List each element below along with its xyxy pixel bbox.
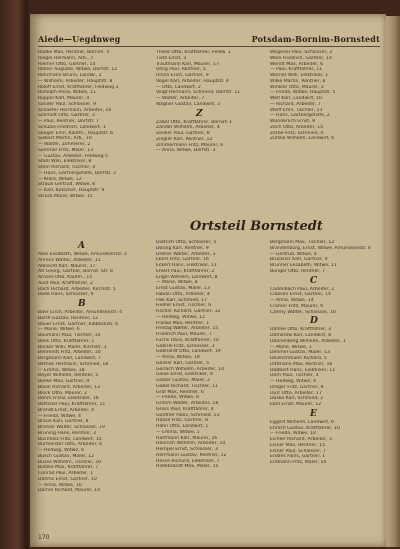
directory-entry: Voigt Hermann, Schmied, Dorfstr. 11 <box>156 90 241 96</box>
directory-entry: Albrecht Karl, Maurer, 17 <box>38 263 96 269</box>
directory-entry: Hempel Ernst, Schlosser, 3 <box>156 447 218 452</box>
page-number: 170 <box>38 534 50 541</box>
directory-entry: Ebert Fritz, Gärtner, 16 <box>156 257 209 263</box>
directory-entry: Böhm Franz, Elektriker, 16 <box>38 396 99 402</box>
directory-entry: Abel Elisabeth, Witwe, Amundsenstr. 3 <box>38 252 127 257</box>
directory-entry: Ehrlich Gustav, Kraftfahrer, 10 <box>270 425 340 431</box>
directory-entry: — Emma, Witwe, 1 <box>156 429 200 435</box>
directory-entry: Hesse Richard, Elektriker, 7 <box>156 458 220 464</box>
directory-entry: — Paul, Rentner, Dorfstr. 7 <box>38 119 99 124</box>
upper-column-a <box>38 50 146 200</box>
directory-entry: Fiedler Ernst, Tischler, 6 <box>156 303 212 309</box>
directory-entry: Günther Hans, Schmied, 13 <box>156 412 220 418</box>
directory-entry: Gebhardt Otto, Landwirt, 19 <box>156 349 221 355</box>
directory-entry: Werner Willi, Elektriker, 1 <box>270 73 329 78</box>
directory-entry: Deutschmann Richard, 5 <box>270 356 327 361</box>
directory-entry: Baer Erich, Arbeiter, Amundsenstr. 4 <box>38 310 123 315</box>
directory-entry: Zimmermann Fritz, Maurer, 6 <box>156 142 224 148</box>
directory-entry: Zühlke Wilhelm, Landwirt, 6 <box>270 136 335 142</box>
directory-entry: Sommer Fritz, Maler, 13 <box>38 147 93 153</box>
directory-entry: — Hans, Gärtnergehilfe, Dorfstr. 2 <box>38 170 117 176</box>
directory-entry: Damerow Karl, Landwirt, 8 <box>270 333 332 338</box>
upper-column-b <box>156 50 256 154</box>
directory-entry: Dahms Ernst, Gärtner, 10 <box>38 476 97 482</box>
upper-column-c <box>270 50 380 142</box>
directory-entry: Ahrens Walter, Arbeiter, 11 <box>38 257 101 263</box>
directory-entry: — Frieda, Witwe, 6 <box>156 395 199 401</box>
directory-entry: Ruppel Karl, Maurer, 4 <box>38 96 90 101</box>
directory-entry: Wolff Emil, Tischler, 13 <box>270 107 323 113</box>
directory-entry: — Hans, Gärtnergehilfe, 2 <box>270 113 330 119</box>
directory-entry: — Marie, Witwe, 1 <box>270 344 312 350</box>
directory-entry: Burmeister Otto, Arbeiter, 6 <box>38 442 103 448</box>
directory-entry: — Marie, Witwe, 6 <box>38 327 80 333</box>
directory-entry: Eggert Wilhelm, Landwirt, 6 <box>270 419 334 425</box>
directory-entry: Beck Otto, Kraftfahrer, 1 <box>38 338 95 344</box>
directory-entry: Buchholz Fritz, Landwirt, 15 <box>38 436 102 442</box>
directory-entry: Behrendt Fritz, Arbeiter, 10 <box>38 350 101 356</box>
directory-entry: Bethke Hermann, Schmied, 18 <box>38 361 109 367</box>
directory-entry: Ziegler Karl, Rentner, 12 <box>156 136 213 142</box>
lower-column-a <box>38 240 146 494</box>
directory-entry: Dietrich Otto, Schlosser, 5 <box>156 240 217 245</box>
directory-entry: Herrmann Gustav, Rentner, 12 <box>156 452 227 458</box>
directory-entry: Duske Karl, Schmied, 2 <box>270 396 324 402</box>
directory-entry: Riegel Hermann, Arb., 7 <box>38 55 94 61</box>
directory-entry: Göbel Richard, Tischler, 11 <box>156 383 218 389</box>
alphabet-letter-heading: D <box>310 316 318 327</box>
running-header-left: Aiede—Uegdnweg <box>38 34 121 44</box>
directory-entry: Sander Paul, Schlosser, 9 <box>38 101 97 107</box>
directory-entry: Glaser Gustav, Maler, 2 <box>156 378 210 383</box>
directory-entry: — Paul, Kraftfahrer, 11 <box>270 67 323 73</box>
directory-entry: Thiele Otto, Kraftfahrer, Feldw. 1 <box>156 50 231 55</box>
directory-entry: Arnold Otto, Kaufm., 15 <box>38 275 93 280</box>
directory-entry: Dorn Paul, Tischler, 4 <box>270 373 319 379</box>
directory-entry: Vogel Karl, Arbeiter, Hauptstr. 4 <box>156 78 229 84</box>
directory-entry: Eckert Hans, Elektriker, 11 <box>156 263 218 268</box>
directory-entry: Blank Richard, Arbeiter, 13 <box>38 384 100 390</box>
directory-entry: Radke Max, Rentner, Bornim. 5 <box>38 50 110 55</box>
directory-entry: Tietz Ernst, 3 <box>156 55 187 61</box>
directory-entry: Dürr Otto, Arbeiter, 17 <box>270 390 322 396</box>
directory-entry: Brandenburg, Ernst, Witwe, Amundsenstr. 4 <box>270 245 371 251</box>
directory-entry: Bergmann Max, Tischler, 12 <box>270 240 335 245</box>
directory-entry: — Richard, Arbeiter, 7 <box>270 101 321 107</box>
book-page <box>30 14 386 547</box>
directory-entry: Block Otto, Maurer, 2 <box>38 390 87 396</box>
running-header-right: Potsdam-Bornim-Bornstedt <box>251 34 380 44</box>
directory-entry: Strauß Gertrud, Witwe, 6 <box>38 182 96 188</box>
directory-entry: — Walter, Zimmerer, 2 <box>38 142 91 147</box>
directory-entry: Wendt Max, Arbeiter, 6 <box>270 61 324 67</box>
directory-entry: Ernst Gustav, Maler, 13 <box>156 286 210 291</box>
directory-entry: Cramer Fritz, Maurer, 6 <box>270 303 324 309</box>
alphabet-letter-heading: B <box>78 299 86 309</box>
directory-entry: — Frieda, Witwe, Hauptstr. 5 <box>270 90 336 96</box>
directory-entry: Zabel Otto, Kraftfahrer, Bornim 1 <box>156 119 233 125</box>
directory-entry: — Hedwig, Witwe, 12 <box>156 314 205 320</box>
directory-entry: Schmidt Otto, Gärtner, 3 <box>38 113 95 119</box>
directory-entry: Ulrich Erich, Gärtner, 9 <box>156 73 209 78</box>
directory-entry: Döring Karl, Rentner, 9 <box>156 245 209 251</box>
directory-entry: Wilke Martin, Rentner, 8 <box>270 78 326 84</box>
directory-entry: Brunner Elisabeth, Witwe, 11 <box>270 263 337 268</box>
directory-entry: Wunderlich Ernst, 9 <box>270 119 315 124</box>
directory-entry: Stahl Willi, Elektriker, 8 <box>38 159 92 165</box>
directory-entry: Beyer Wilhelm, Rentner, 5 <box>38 373 99 379</box>
directory-entry: Rohrmann Bruno, Landw., 2 <box>38 73 102 78</box>
directory-entry: Bade Hans, Schlosser, 9 <box>38 292 94 298</box>
directory-entry: Bergmann Karl, Landwirt, 7 <box>38 356 101 361</box>
directory-entry: Grimm Walter, Arbeiter, 18 <box>156 401 219 406</box>
alphabet-letter-heading: C <box>310 275 318 286</box>
directory-entry: Conrad Paul, Arbeiter, 1 <box>38 471 93 476</box>
directory-entry: — Hedwig, Witwe, 6 <box>38 448 85 453</box>
directory-entry: Dehmel Gustav, Maler, 13 <box>270 350 330 356</box>
directory-entry: Zeidler Paul, Gärtner, 8 <box>156 131 210 136</box>
directory-entry: — Gertrud, Witwe, 4 <box>270 251 317 257</box>
directory-entry: Engel Wilhelm, Landwirt, 8 <box>156 274 218 280</box>
directory-entry: Schaefer Hermann, Arbeiter, 16 <box>38 107 112 113</box>
directory-entry: — Hedwig, Witwe, 4 <box>270 379 317 384</box>
directory-entry: Schulze Friedrich, Landwirt, 1 <box>38 124 106 130</box>
directory-entry: Freitag Walter, Arbeiter, 15 <box>156 326 219 332</box>
directory-entry: — Gustav, Arbeiter, Feldweg 5 <box>38 153 108 159</box>
directory-entry: Franke Max, Rentner, 1 <box>156 320 210 326</box>
directory-entry: Gabriel Fritz, Schlosser, 3 <box>156 343 215 349</box>
directory-entry: Struck Marie, Witwe, 15 <box>38 193 93 199</box>
directory-entry: Bauer Ernst, Gärtner, Ribbeckstr. 6 <box>38 321 119 327</box>
directory-entry: Eichler Richard, Arbeiter, 3 <box>270 437 332 442</box>
directory-entry: Wolf Karl, Landwirt, 10 <box>270 96 322 101</box>
directory-entry: Bach Richard, Arbeiter, Kirchstr. 5 <box>38 286 116 292</box>
directory-entry: — Anna, Witwe, 14 <box>270 298 314 303</box>
directory-entry: Haase Fritz, Gärtner, 8 <box>156 418 208 424</box>
directory-entry: — Frieda, Witwe, 10 <box>270 431 316 437</box>
directory-entry: Friedrich Paul, Maurer, 7 <box>156 332 212 337</box>
section-title: Ortsteil Bornstedt <box>190 219 323 234</box>
directory-entry: Bielke Max, Gärtner, 9 <box>38 379 90 384</box>
directory-entry: Fischer Richard, Gärtner, 12 <box>156 309 221 314</box>
directory-entry: Uhlig Paul, Rentner, 5 <box>156 67 206 73</box>
page-edge <box>386 16 400 547</box>
directory-entry: Becker Willi, Maler, Kirchstr. 3 <box>38 344 107 350</box>
directory-entry: Gross Paul, Kraftfahrer, 4 <box>156 406 214 412</box>
directory-entry: — Anna, Witwe, 19 <box>156 355 200 360</box>
directory-entry: Hildebrandt Max, Maler, 15 <box>156 464 219 470</box>
directory-entry: Braun Karl, Gärtner, 8 <box>38 419 89 425</box>
lower-column-c <box>270 240 380 466</box>
directory-entry: Brüning Hans, Rentner, 3 <box>38 430 96 436</box>
directory-entry: Wagner Gustav, Landwirt, 3 <box>156 101 220 107</box>
directory-entry: — Karl, Kutscher, Hauptstr. 9 <box>38 188 105 193</box>
directory-entry: Giese Ernst, Elektriker, 9 <box>156 372 213 378</box>
directory-entry: Geisler Karl, Gärtner, 5 <box>156 360 209 366</box>
directory-entry: Butzke Max, Kraftfahrer, 7 <box>38 465 99 471</box>
directory-entry: Bremer Walter, Schlosser, 19 <box>38 425 105 430</box>
directory-entry: Fabian Otto, Arbeiter, 4 <box>156 291 210 297</box>
directory-entry: — Otto, Landwirt, 2 <box>156 84 201 90</box>
directory-entry: Falk Karl, Schmied, 17 <box>156 297 207 303</box>
directory-entry: Heinrich Wilhelm, Arbeiter, 10 <box>156 441 226 447</box>
directory-entry: Dahlke Otto, Kraftfahrer, 3 <box>270 327 332 333</box>
directory-entry: Brückner Karl, Gärtner, 9 <box>270 257 328 263</box>
directory-entry: Zerbe Fritz, Schmied, 4 <box>270 130 324 136</box>
directory-entry: Seeger Emil, Kaufm., Hauptstr. 6 <box>38 130 114 136</box>
directory-entry: Rudolph Anna, Witwe, 11 <box>38 90 96 96</box>
directory-entry: Dobbert Hans, Elektriker, 11 <box>270 367 336 373</box>
directory-entry: Busch Gustav, Maler, 12 <box>38 453 95 459</box>
directory-entry: Trautmann Karl, Maurer, 17 <box>156 61 219 67</box>
directory-entry: — Walter, Arbeiter, 7 <box>156 96 205 101</box>
directory-entry: Zech Otto, Arbeiter, 15 <box>270 124 324 130</box>
directory-entry: Rößler Auguste, Witwe, Dorfstr. 12 <box>38 67 118 73</box>
directory-entry: Ebel Ernst, Maurer, 12 <box>270 402 322 407</box>
directory-entry: Claasen Ernst, Gärtner, 14 <box>270 292 331 298</box>
directory-entry: Wegener Paul, Schlosser, 2 <box>270 50 333 55</box>
directory-entry: Barth Gustav, Rentner, 12 <box>38 315 99 321</box>
directory-entry: Fuchs Hans, Kraftfahrer, 10 <box>156 337 219 343</box>
directory-entry: Brandt Ernst, Arbeiter, 4 <box>38 407 95 413</box>
directory-entry: — Klara, Witwe, 12 <box>38 176 82 182</box>
directory-entry: Elsner Paul, Schlosser, 7 <box>270 448 326 454</box>
directory-entry: Stein Richard, Tischler, 4 <box>38 165 96 170</box>
alphabet-letter-heading: Z <box>196 108 203 119</box>
alphabet-letter-heading: A <box>78 241 85 251</box>
directory-entry: Böttcher Paul, Kraftfahrer, 11 <box>38 402 106 407</box>
directory-entry: Winkler Otto, Maurer, 3 <box>270 84 324 90</box>
alphabet-letter-heading: E <box>310 408 317 419</box>
directory-entry: Ehlert Paul, Kraftfahrer, 2 <box>156 268 215 274</box>
directory-entry: Hahn Otto, Landwirt, 1 <box>156 424 209 429</box>
directory-entry: Endres Hans, Gärtner, 1 <box>270 454 326 460</box>
directory-entry: Hartmann Karl, Maurer, 16 <box>156 435 218 441</box>
directory-entry: — Anna, Witwe, 10 <box>38 482 82 488</box>
directory-entry: Aust Paul, Kraftfahrer, 2 <box>38 280 93 286</box>
directory-entry: Dreger Fritz, Gärtner, 9 <box>270 384 324 390</box>
header-rule <box>38 46 380 47</box>
directory-entry: — Frieda, Witwe, 4 <box>38 413 81 419</box>
directory-entry: Gerlach Wilhelm, Arbeiter, 14 <box>156 366 224 372</box>
lower-column-b <box>156 240 256 470</box>
directory-entry: — Wilhelm, Arbeiter, Hauptstr. 8 <box>38 78 113 84</box>
directory-entry: Cadenbach Paul, Arbeiter, 2 <box>270 286 335 292</box>
directory-entry: Graf Max, Rentner, 6 <box>156 389 204 395</box>
directory-entry: Damm Richard, Maurer, 14 <box>38 488 101 494</box>
directory-entry: Roloff Ernst, Kraftfahrer, Feldweg 3 <box>38 84 119 90</box>
directory-entry: Dreher Walter, Arbeiter, 3 <box>156 251 216 257</box>
directory-entry: Alt Georg, Gärtner, Bornst. Str. 8 <box>38 269 113 275</box>
directory-entry: Zander Wilhelm, Arbeiter, 4 <box>156 125 220 131</box>
directory-entry: — Anna, Witwe, Dorfstr. 3 <box>156 148 216 154</box>
directory-entry: Czerny Walter, Schlosser, 10 <box>270 309 336 315</box>
directory-entry: Bünger Otto, Rentner, 7 <box>270 268 326 274</box>
directory-entry: Siebert Martin, Arb., 10 <box>38 136 92 142</box>
directory-entry: — Marie, Witwe, 8 <box>156 280 198 286</box>
directory-entry: Busse Wilhelm, Tischler, 20 <box>38 459 102 465</box>
directory-entry: Dannenberg Wilhelm, Arbeiter, 1 <box>270 338 346 344</box>
directory-entry: Erdmann Fritz, Maler, 14 <box>270 460 327 465</box>
directory-entry: Baumann Paul, Tischler, 14 <box>38 333 101 338</box>
directory-entry: Riemer Otto, Gärtner, 14 <box>38 61 96 67</box>
directory-entry: Dittmann Max, Rentner, 16 <box>270 361 333 367</box>
directory-entry: Weiß Friedrich, Gärtner, 14 <box>270 55 332 61</box>
directory-entry: — Emma, Witwe, 18 <box>38 367 85 373</box>
directory-entry: Eisner Max, Rentner, 15 <box>270 442 325 448</box>
